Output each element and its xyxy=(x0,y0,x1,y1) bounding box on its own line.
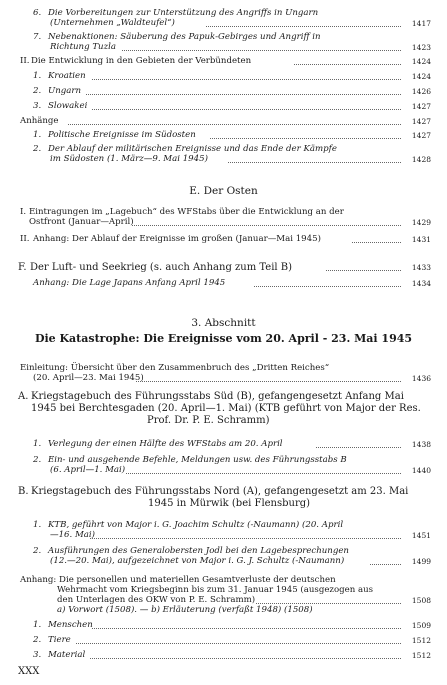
page-ref: 1499 xyxy=(411,557,431,566)
dot-leader xyxy=(92,628,401,629)
dot-leader xyxy=(92,79,401,80)
toc-entry-number: 2. xyxy=(33,144,42,154)
page-ref: 1424 xyxy=(411,57,431,66)
section-heading-catastrophe: Die Katastrophe: Die Ereignisse vom 20. April - 23. Mai 1945 xyxy=(34,332,413,345)
toc-entry-text: Richtung Tuzla xyxy=(50,42,116,52)
page-ref: 1440 xyxy=(411,466,431,475)
dot-leader xyxy=(254,286,401,287)
toc-entry-text: im Südosten (1. März—9. Mai 1945) xyxy=(50,154,208,164)
toc-entry-text: Ostfront (Januar—April) xyxy=(29,217,134,227)
toc-entry-number: 1. xyxy=(33,130,42,140)
page-ref: 1417 xyxy=(411,19,431,28)
toc-entry-text: Menschen xyxy=(48,620,93,630)
dot-leader xyxy=(210,138,401,139)
toc-entry-number: F. xyxy=(18,262,27,273)
dot-leader xyxy=(352,242,401,243)
page-ref: 1426 xyxy=(411,87,431,96)
toc-entry-number: II. xyxy=(20,234,30,244)
toc-entry-text: (Unternehmen „Waldteufel“) xyxy=(50,18,175,28)
toc-entry-number: 2. xyxy=(33,546,42,556)
toc-entry-number: I. xyxy=(20,207,27,217)
toc-entry-text: Kriegstagebuch des Führungsstabs Nord (A), gefangengesetzt am 23. Mai xyxy=(31,486,409,497)
toc-entry-text: Nebenaktionen: Säuberung des Papuk-Gebirges und Angriff in xyxy=(48,32,321,42)
toc-entry-number: 1. xyxy=(33,71,42,81)
toc-entry-text: Einleitung: Übersicht über den Zusammenbruch des „Dritten Reiches“ xyxy=(20,363,330,373)
page-ref: 1509 xyxy=(411,621,431,630)
page-ref: 1428 xyxy=(411,155,431,164)
toc-entry-text: Ein- und ausgehende Befehle, Meldungen usw. des Führungsstabs B xyxy=(48,455,347,465)
page-ref: 1438 xyxy=(411,440,431,449)
toc-entry-number: A. xyxy=(18,391,29,402)
dot-leader xyxy=(316,447,401,448)
toc-entry-number: 1. xyxy=(33,620,42,630)
section-heading-abschnitt: 3. Abschnitt xyxy=(191,317,256,329)
toc-entry-number: 1. xyxy=(33,520,42,530)
dot-leader xyxy=(90,538,401,539)
toc-entry-text: Wehrmacht vom Kriegsbeginn bis zum 31. Januar 1945 (ausgezogen aus xyxy=(57,585,374,595)
toc-entry-text: Die Entwicklung in den Gebieten der Verbündeten xyxy=(31,56,252,66)
page-ref: 1429 xyxy=(411,218,431,227)
dot-leader xyxy=(256,603,401,604)
dot-leader xyxy=(326,270,401,271)
dot-leader xyxy=(122,50,401,51)
dot-leader xyxy=(370,564,401,565)
page-ref: 1427 xyxy=(411,117,431,126)
toc-entry-number: B. xyxy=(18,486,29,497)
toc-entry-text: Politische Ereignisse im Südosten xyxy=(48,130,196,140)
dot-leader xyxy=(68,124,401,125)
toc-entry-text: KTB, geführt von Major i. G. Joachim Schultz (-Naumann) (20. April xyxy=(48,520,344,530)
page-number: XXX xyxy=(18,666,40,677)
toc-entry-text: Verlegung der einen Hälfte des WFStabs am 20. April xyxy=(48,439,283,449)
dot-leader xyxy=(228,162,401,163)
toc-entry-text: Tiere xyxy=(48,635,71,645)
toc-entry-text: Anhänge xyxy=(20,116,59,126)
dot-leader xyxy=(86,94,401,95)
dot-leader xyxy=(132,225,401,226)
toc-entry-text: Ungarn xyxy=(48,86,82,96)
toc-entry-number: 1. xyxy=(33,439,42,449)
toc-entry-text: —16. Mai) xyxy=(50,530,96,540)
dot-leader xyxy=(90,658,401,659)
toc-entry-number: 7. xyxy=(33,32,42,42)
page-ref: 1508 xyxy=(411,596,431,605)
dot-leader xyxy=(136,381,401,382)
page-ref: 1423 xyxy=(411,43,431,52)
toc-entry-text: Der Luft- und Seekrieg (s. auch Anhang zum Teil B) xyxy=(30,262,293,273)
toc-entry-number: 2. xyxy=(33,635,42,645)
toc-entry-text: Anhang: Die Lage Japans Anfang April 1945 xyxy=(33,278,226,288)
dot-leader xyxy=(206,26,401,27)
toc-entry-number: II. xyxy=(20,56,30,66)
page-ref: 1451 xyxy=(411,531,431,540)
page-ref: 1427 xyxy=(411,102,431,111)
toc-entry-text: Kriegstagebuch des Führungsstabs Süd (B), gefangengesetzt Anfang Mai xyxy=(31,391,404,402)
page-ref: 1427 xyxy=(411,131,431,140)
toc-entry-number: 6. xyxy=(33,8,42,18)
toc-entry-text: (6. April—1. Mai) xyxy=(50,465,126,475)
toc-entry-text: Anhang: Die personellen und materiellen Gesamtverluste der deutschen xyxy=(20,575,336,585)
toc-entry-text: (12.—20. Mai), aufgezeichnet von Major i. G. J. Schultz (-Naumann) xyxy=(50,556,345,566)
page-ref: 1512 xyxy=(411,651,431,660)
toc-entry-text: Ausführungen des Generalobersten Jodl bei den Lagebesprechungen xyxy=(48,546,349,556)
toc-entry-number: 2. xyxy=(33,86,42,96)
toc-entry-text: Anhang: Der Ablauf der Ereignisse im großen (Januar—Mai 1945) xyxy=(33,234,321,244)
toc-entry-number: 2. xyxy=(33,455,42,465)
dot-leader xyxy=(294,64,401,65)
toc-entry-text: Material xyxy=(48,650,86,660)
toc-entry-text: Kroatien xyxy=(48,71,86,81)
toc-entry-text: 1945 in Mürwik (bei Flensburg) xyxy=(148,498,311,509)
section-heading-east: E. Der Osten xyxy=(189,185,258,197)
toc-entry-text: (20. April—23. Mai 1945) xyxy=(33,373,144,383)
page-ref: 1512 xyxy=(411,636,431,645)
toc-entry-text: 1945 bei Berchtesgaden (20. April—1. Mai) (KTB geführt von Major der Res. xyxy=(31,403,421,414)
page-ref: 1424 xyxy=(411,72,431,81)
toc-entry-text: Der Ablauf der militärischen Ereignisse und das Ende der Kämpfe xyxy=(48,144,337,154)
toc-entry-number: 3. xyxy=(33,101,42,111)
page-ref: 1433 xyxy=(411,263,431,272)
toc-entry-text: den Unterlagen des OKW von P. E. Schramm) xyxy=(57,595,256,605)
dot-leader xyxy=(92,109,401,110)
toc-entry-text: a) Vorwort (1508). — b) Erläuterung (verfaßt 1948) (1508) xyxy=(57,605,313,615)
toc-entry-text: Slowakei xyxy=(48,101,88,111)
toc-entry-text: Eintragungen im „Lagebuch“ des WFStabs über die Entwicklung an der xyxy=(29,207,344,217)
page-ref: 1431 xyxy=(411,235,431,244)
page-ref: 1434 xyxy=(411,279,431,288)
page-ref: 1436 xyxy=(411,374,431,383)
toc-entry-text: Die Vorbereitungen zur Unterstützung des Angriffs in Ungarn xyxy=(48,8,319,18)
toc-entry-number: 3. xyxy=(33,650,42,660)
dot-leader xyxy=(76,643,401,644)
dot-leader xyxy=(126,473,401,474)
toc-entry-text: Prof. Dr. P. E. Schramm) xyxy=(147,415,270,426)
